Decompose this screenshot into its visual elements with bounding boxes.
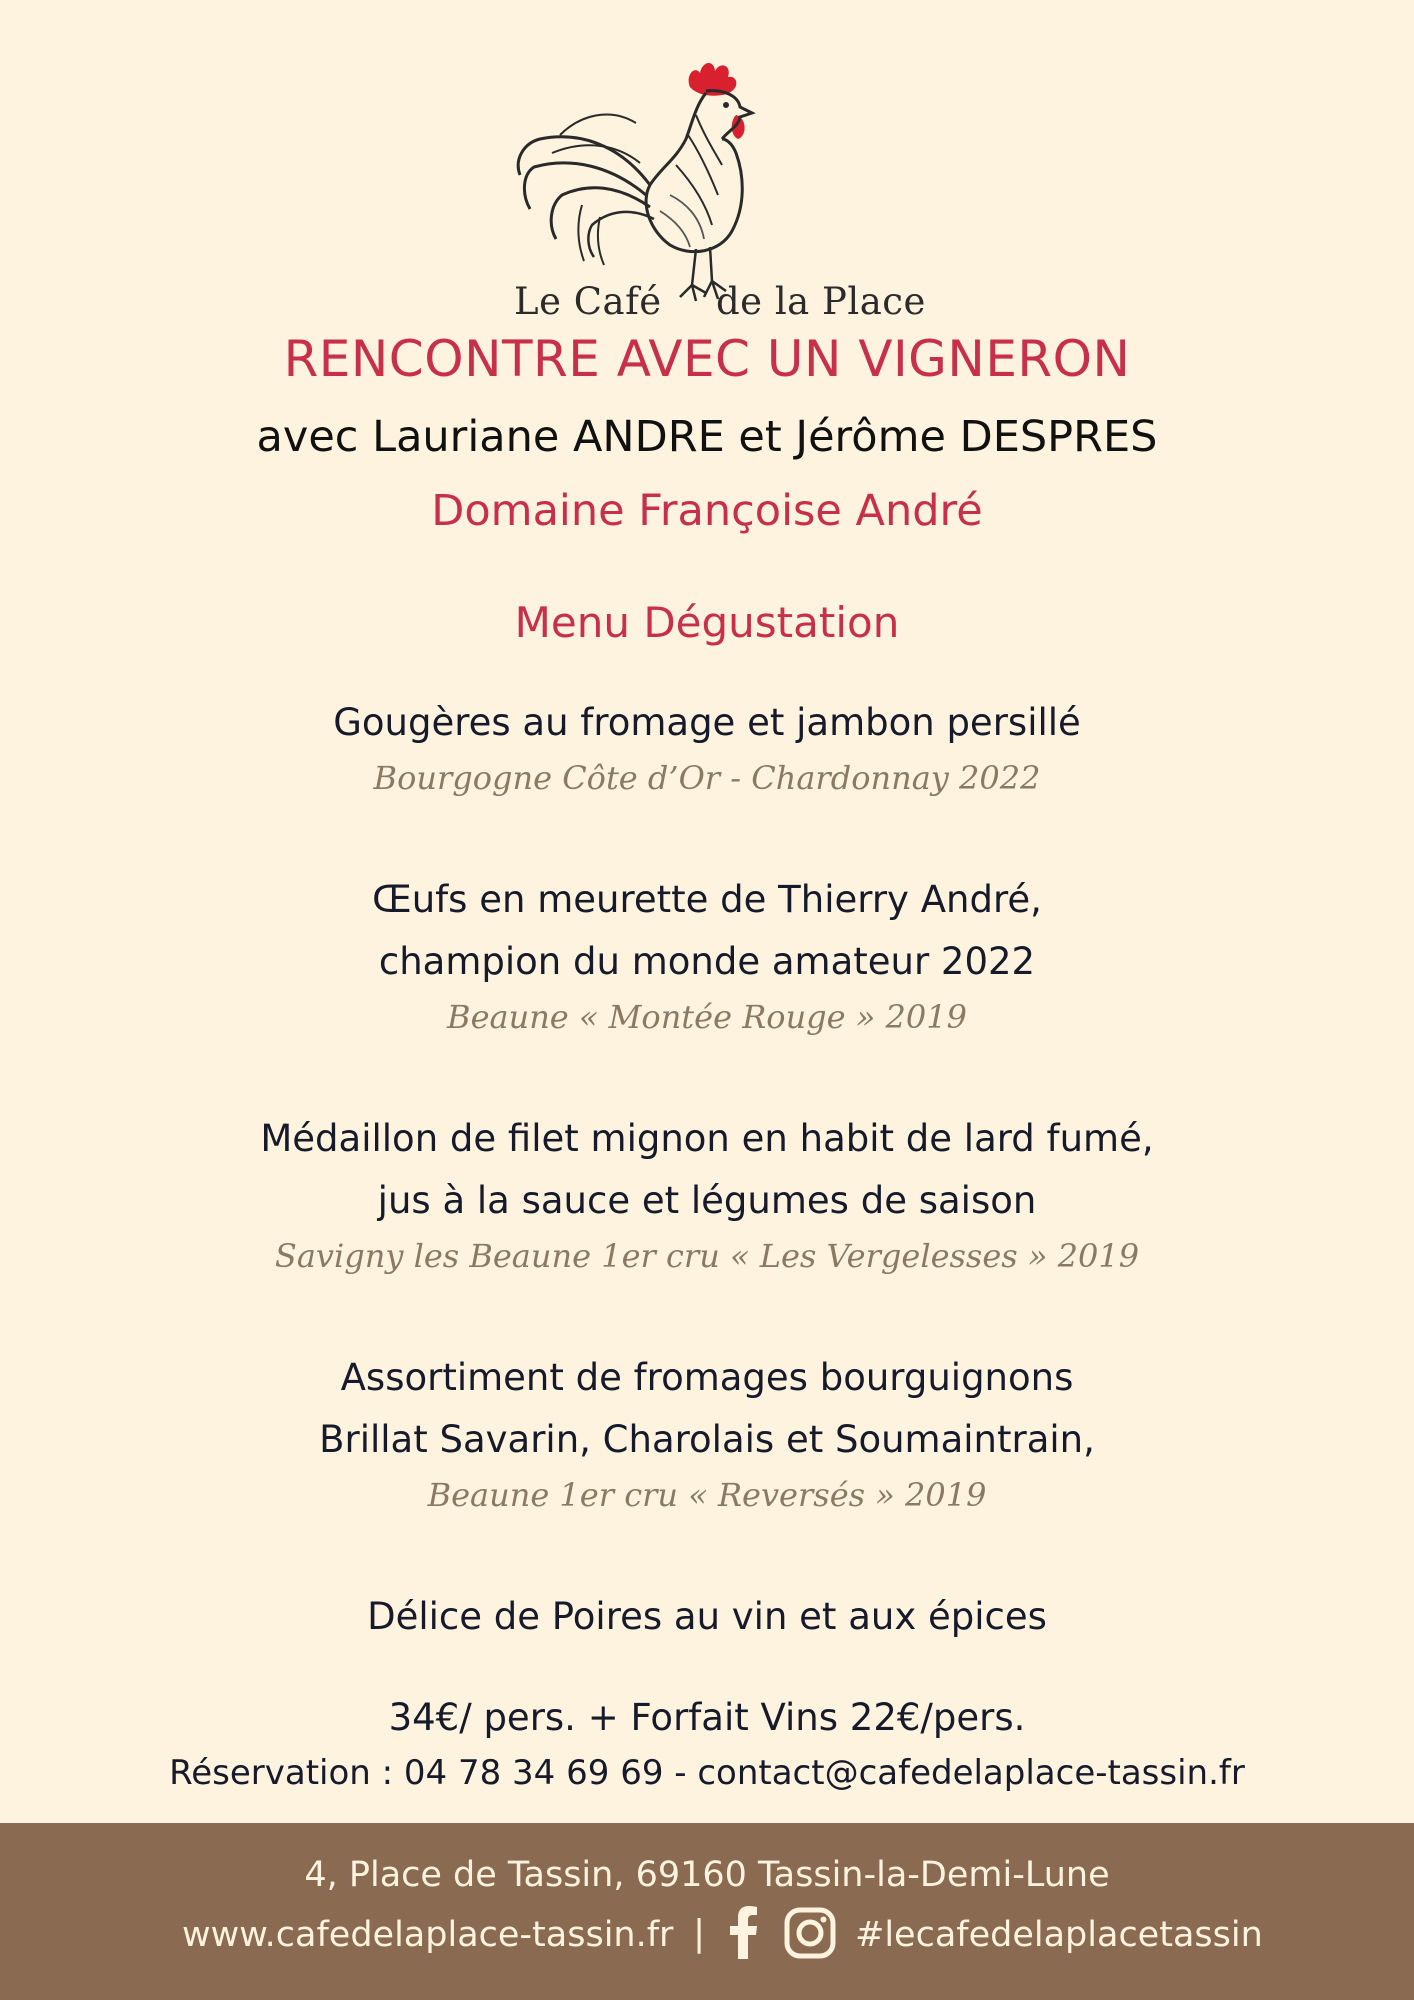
logo-text-left: Le Café <box>514 280 662 323</box>
course-2-dish-line-1: Œufs en meurette de Thierry André, <box>372 878 1042 921</box>
course-4-dish-line-1: Assortiment de fromages bourguignons <box>340 1356 1074 1399</box>
course-2-wine: Beaune « Montée Rouge » 2019 <box>447 998 967 1036</box>
menu-heading: Menu Dégustation <box>514 598 900 647</box>
footer-address: 4, Place de Tassin, 69160 Tassin-la-Demi-Lune <box>304 1855 1110 1895</box>
course-2-dish-line-2: champion du monde amateur 2022 <box>378 940 1036 983</box>
website-link[interactable]: www.cafedelaplace-tassin.fr <box>182 1915 674 1955</box>
footer-hashtag[interactable]: #lecafedelaplacetassin <box>855 1915 1263 1955</box>
event-hosts: avec Lauriane ANDRE et Jérôme DESPRES <box>256 412 1158 462</box>
course-3-wine: Savigny les Beaune 1er cru « Les Vergelesses » 2019 <box>274 1237 1140 1275</box>
footer <box>0 1823 1414 2000</box>
price: 34€/ pers. + Forfait Vins 22€/pers. <box>388 1696 1026 1739</box>
logo-text-right: de la Place <box>716 280 926 323</box>
facebook-icon[interactable] <box>728 1905 758 1959</box>
course-1-dish: Gougères au fromage et jambon persillé <box>333 701 1081 744</box>
reservation-info: Réservation : 04 78 34 69 69 - contact@cafedelaplace-tassin.fr <box>169 1753 1245 1793</box>
cafe-logo <box>500 35 926 323</box>
course-3-dish-line-2: jus à la sauce et légumes de saison <box>377 1179 1037 1222</box>
course-3-dish-line-1: Médaillon de filet mignon en habit de lard fumé, <box>260 1117 1154 1160</box>
instagram-icon[interactable] <box>784 1907 836 1959</box>
course-4-dish-line-2: Brillat Savarin, Charolais et Soumaintrain, <box>319 1418 1095 1461</box>
rooster-icon <box>500 35 920 305</box>
course-1-wine: Bourgogne Côte d’Or - Chardonnay 2022 <box>373 759 1041 797</box>
event-title: RENCONTRE AVEC UN VIGNERON <box>283 330 1131 388</box>
course-5-dish: Délice de Poires au vin et aux épices <box>367 1595 1047 1638</box>
footer-separator: | <box>693 1913 706 1954</box>
course-4-wine: Beaune 1er cru « Reversés » 2019 <box>427 1476 987 1514</box>
domaine-name: Domaine Françoise André <box>431 486 983 536</box>
